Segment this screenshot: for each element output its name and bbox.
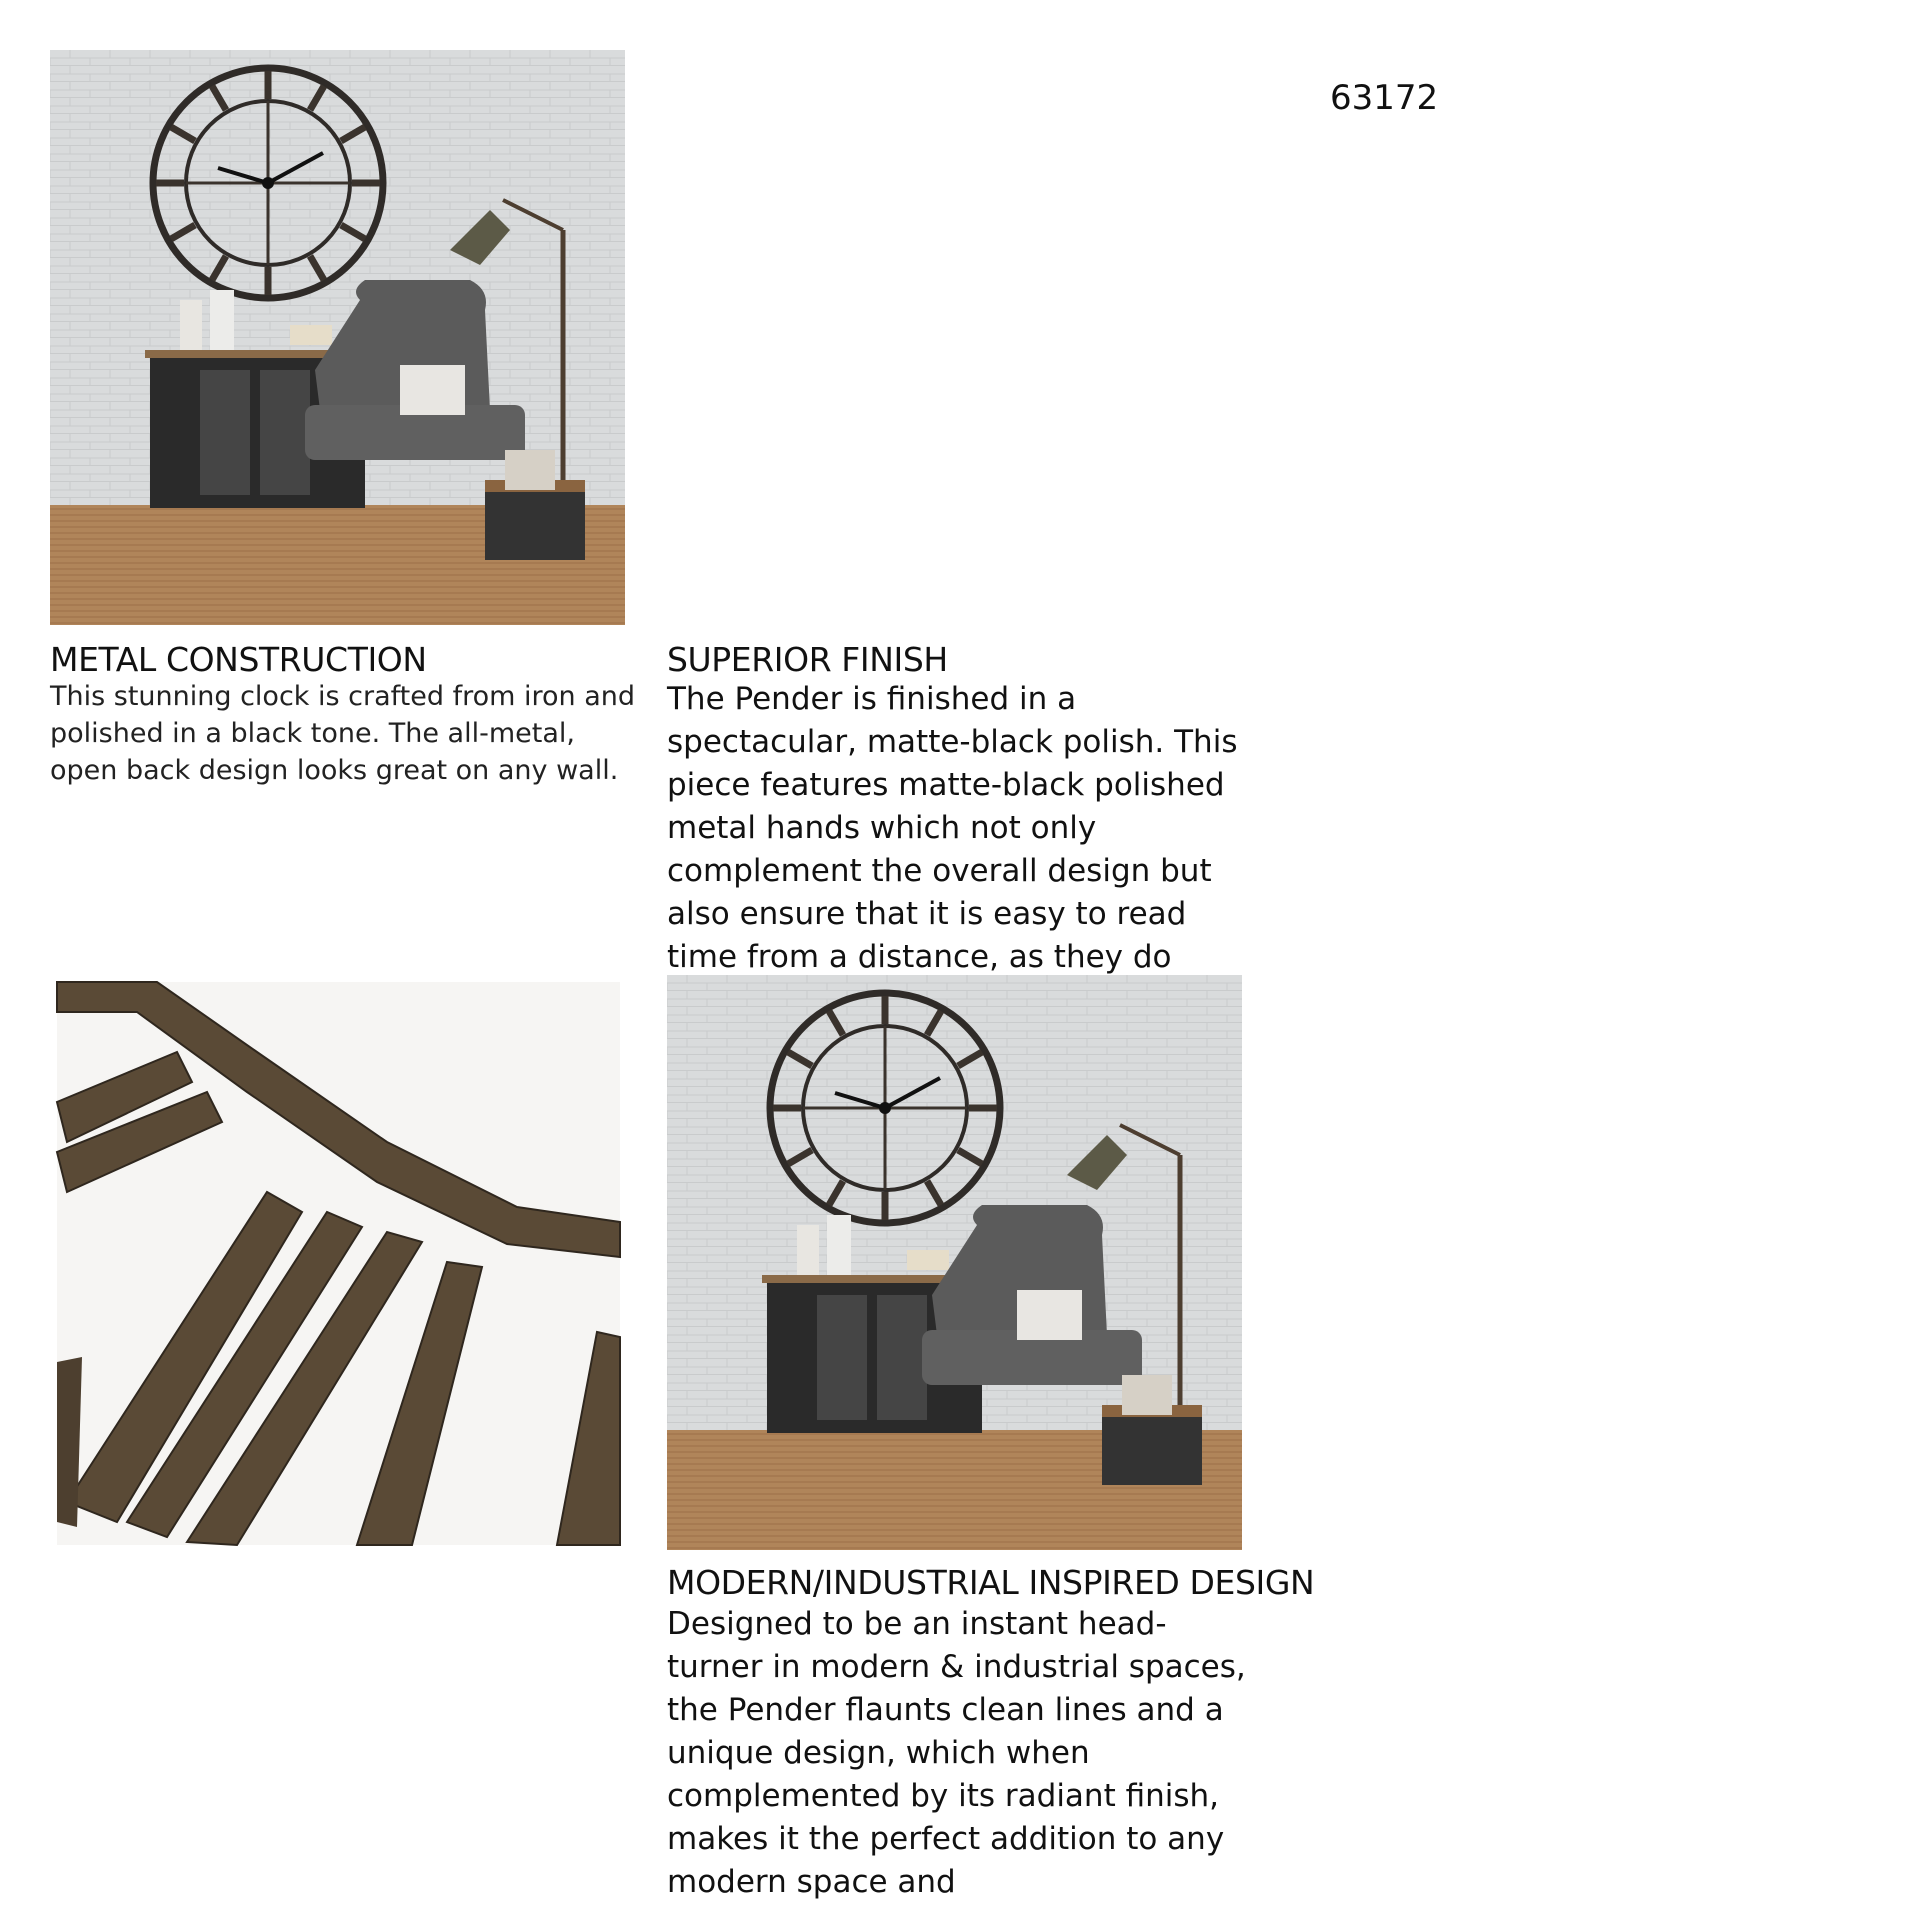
design-body: Designed to be an instant head-turner in modern & industrial spaces, the Pender flaunts clean lines and a unique design, which when complemented by its radiant finish, makes it the perfect addition to any modern space and bbox=[667, 1606, 1246, 1900]
room-scene-image bbox=[50, 50, 625, 625]
clock-detail-image bbox=[57, 982, 620, 1545]
metal-construction-body: This stunning clock is crafted from iron and polished in a black tone. The all-metal, open back design looks great on any wall. bbox=[50, 681, 636, 786]
design-heading: MODERN/INDUSTRIAL INSPIRED DESIGN bbox=[667, 1563, 1315, 1602]
superior-finish-heading: SUPERIOR FINISH bbox=[667, 640, 948, 679]
room-scene-image-2 bbox=[667, 975, 1242, 1550]
metal-construction-heading: METAL CONSTRUCTION bbox=[50, 640, 427, 679]
superior-finish-body: The Pender is finished in a spectacular, matte-black polish. This piece features matte-black polished metal hands which not only complement the overall design but also ensure that it is easy to read time from a distance, as they do bbox=[667, 681, 1238, 975]
product-sku: 63172 bbox=[1330, 78, 1439, 118]
